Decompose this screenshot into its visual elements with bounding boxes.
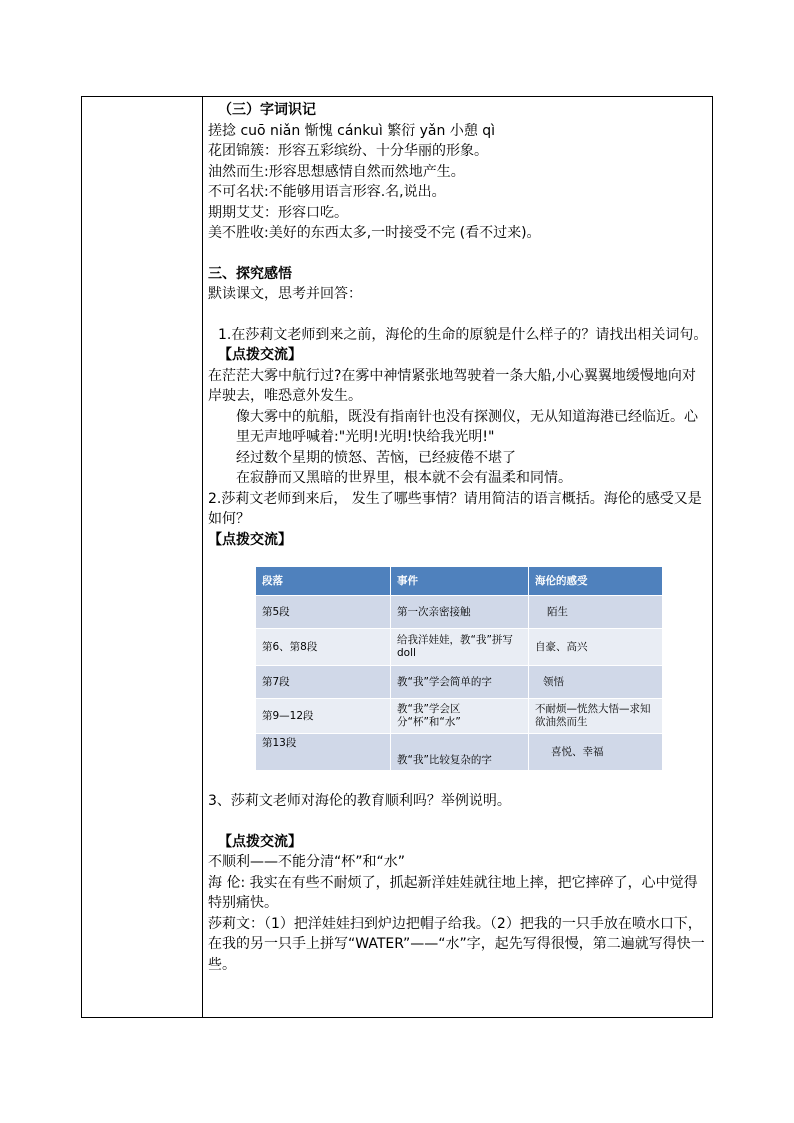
answer-paragraph: 莎莉文：（1）把洋娃娃扫到炉边把帽子给我。（2）把我的一只手放在喷水口下，在我的另一只手上拼写“WATER”——“水”字，起先写得很慢，第二遍就写得快一些。 bbox=[208, 915, 705, 973]
table-row bbox=[256, 629, 663, 666]
table-cell: 教“我”学会区分“杯”和“水” bbox=[391, 699, 529, 734]
table-row bbox=[256, 666, 663, 699]
table-cell: 第6、第8段 bbox=[256, 629, 391, 666]
table-cell: 不耐烦—恍然大悟—求知欲油然而生 bbox=[529, 699, 663, 734]
answer-paragraph: 在茫茫大雾中航行过?在雾中神情紧张地驾驶着一条大船,小心翼翼地缓慢地向对岸驶去，唯恐意外发生。 bbox=[208, 367, 696, 404]
vocab-line: 油然而生:形容思想感情自然而然地产生。 bbox=[208, 163, 465, 180]
content-cell bbox=[208, 100, 708, 975]
answer-paragraph: 像大雾中的航船，既没有指南针也没有探测仪，无从知道海港已经临近。心里无声地呼喊着:"光明!光明!快给我光明!" bbox=[236, 408, 698, 445]
vocab-line: 期期艾艾：形容口吃。 bbox=[208, 204, 348, 221]
left-column bbox=[82, 97, 203, 1017]
table-cell: 第7段 bbox=[256, 666, 391, 699]
section-heading-explore: 三、探究感悟 bbox=[208, 265, 292, 282]
table-header-cell: 段落 bbox=[256, 567, 391, 596]
exchange-label: 【点拨交流】 bbox=[208, 531, 292, 548]
table-cell: 第一次亲密接触 bbox=[391, 596, 529, 629]
exchange-label: 【点拨交流】 bbox=[218, 833, 302, 850]
question-1: 1.在莎莉文老师到来之前，海伦的生命的原貌是什么样子的？请找出相关词句。 bbox=[218, 326, 708, 343]
table-cell: 第9—12段 bbox=[256, 699, 391, 734]
answer-paragraph: 在寂静而又黑暗的世界里，根本就不会有温柔和同情。 bbox=[236, 470, 572, 486]
table-cell: 教“我”比较复杂的字 bbox=[391, 734, 529, 771]
table-cell: 第5段 bbox=[256, 596, 391, 629]
vocab-line: 不可名状:不能够用语言形容.名,说出。 bbox=[208, 184, 446, 200]
table-row bbox=[256, 596, 663, 629]
table-cell: 给我洋娃娃，教“我”拼写doll bbox=[391, 629, 529, 666]
events-table bbox=[255, 566, 663, 771]
answer-paragraph: 不顺利——不能分清“杯”和“水” bbox=[208, 854, 406, 870]
table-row bbox=[256, 699, 663, 734]
vocab-line: 花团锦簇：形容五彩缤纷、十分华丽的形象。 bbox=[208, 143, 488, 159]
vocab-line: 搓捻 cuō niǎn 惭愧 cánkuì 繁衍 yǎn 小憩 qì bbox=[208, 122, 496, 139]
section-intro: 默读课文，思考并回答： bbox=[208, 286, 362, 302]
table-cell: 喜悦、幸福 bbox=[529, 734, 663, 771]
section-heading-word-study: （三）字词识记 bbox=[218, 102, 316, 118]
table-row bbox=[256, 734, 663, 771]
table-header-cell: 海伦的感受 bbox=[529, 567, 663, 596]
table-cell: 第13段 bbox=[256, 734, 391, 771]
document-table bbox=[81, 96, 713, 1018]
table-cell: 自豪、高兴 bbox=[529, 629, 663, 666]
table-header-cell: 事件 bbox=[391, 567, 529, 596]
table-cell: 教“我”学会简单的字 bbox=[391, 666, 529, 699]
table-cell: 领悟 bbox=[529, 666, 663, 699]
exchange-label: 【点拨交流】 bbox=[218, 347, 302, 363]
question-2: 2.莎莉文老师到来后， 发生了哪些事情？请用简洁的语言概括。海伦的感受又是如何？ bbox=[208, 490, 702, 527]
answer-paragraph: 海 伦: 我实在有些不耐烦了，抓起新洋娃娃就往地上摔，把它摔碎了，心中觉得特别痛快。 bbox=[208, 874, 698, 911]
table-header-row bbox=[256, 567, 663, 596]
table-cell: 陌生 bbox=[529, 596, 663, 629]
vocab-line: 美不胜收:美好的东西太多,一时接受不完 (看不过来)。 bbox=[208, 225, 541, 241]
question-3: 3、莎莉文老师对海伦的教育顺利吗？举例说明。 bbox=[208, 793, 511, 809]
answer-paragraph: 经过数个星期的愤怒、苦恼，已经疲倦不堪了 bbox=[236, 449, 516, 466]
